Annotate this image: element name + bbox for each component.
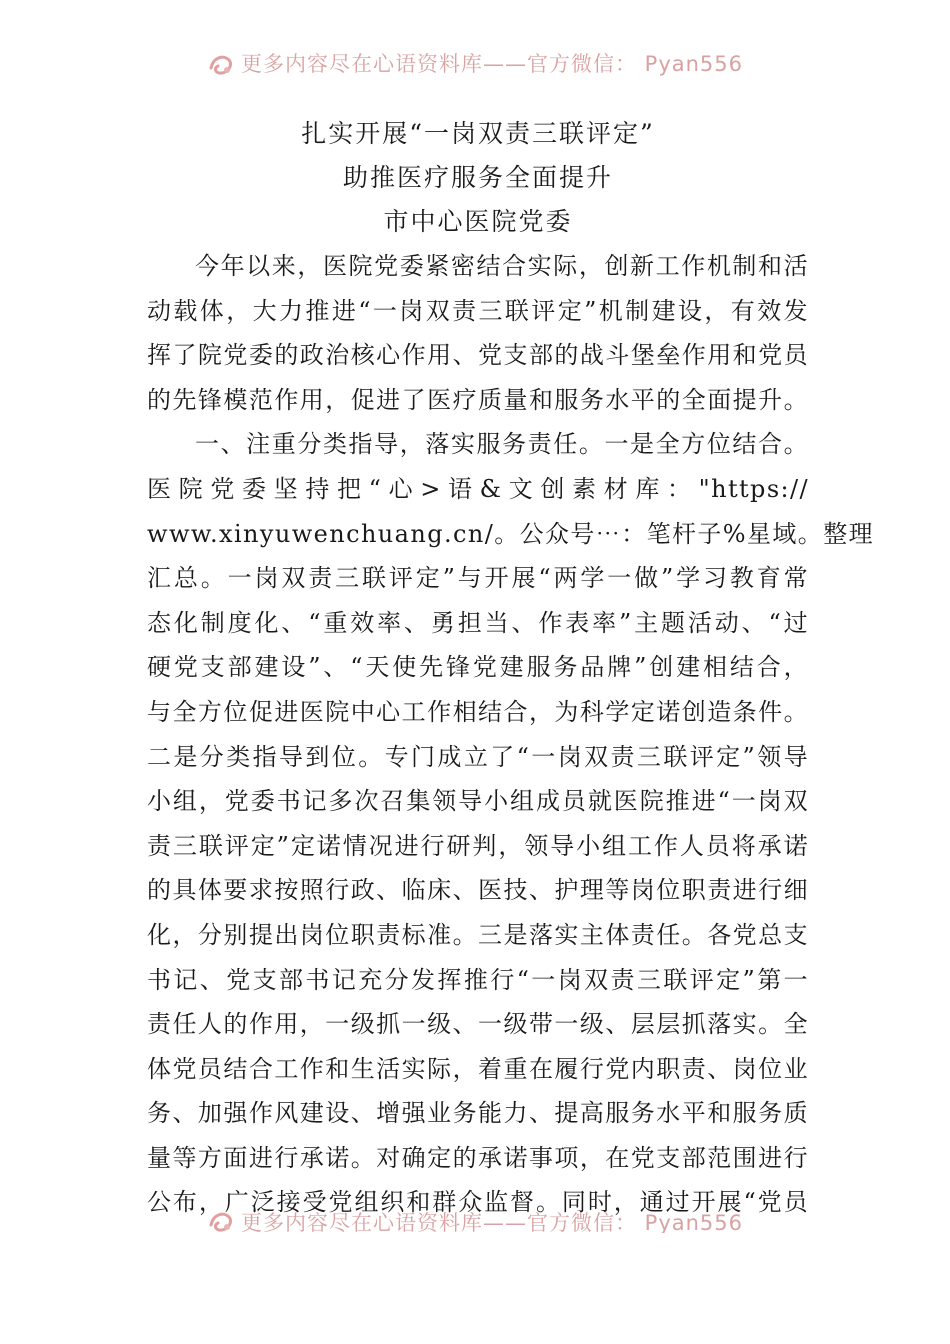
paragraph-section-1 — [147, 422, 874, 1225]
text-line: 量等方面进行承诺。对确定的承诺事项，在党支部范围进行 — [147, 1143, 809, 1172]
document-author: 市中心医院党委 — [383, 207, 573, 236]
document-title-line-1: 扎实开展“一岗双责三联评定” — [301, 119, 655, 148]
text-line: 体党员结合工作和生活实际，着重在履行党内职责、岗位业 — [147, 1054, 809, 1083]
text-line: 责任人的作用，一级抓一级、一级带一级、层层抓落实。全 — [147, 1010, 809, 1039]
text-line: 公布，广泛接受党组织和群众监督。同时，通过开展“党员 — [147, 1188, 809, 1217]
text-line: 二是分类指导到位。专门成立了“一岗双责三联评定”领导 — [147, 742, 809, 771]
text-line: 动载体，大力推进“一岗双责三联评定”机制建设，有效发 — [147, 296, 809, 325]
text-line: www.xinyuwenchuang.cn/。公众号⋯：笔杆子%星域。整理 — [147, 519, 874, 548]
text-line: 态化制度化、“重效率、勇担当、作表率”主题活动、“过 — [147, 608, 809, 637]
text-line: 务、加强作风建设、增强业务能力、提高服务水平和服务质 — [147, 1099, 809, 1128]
text-line: 化，分别提出岗位职责标准。三是落实主体责任。各党总支 — [147, 920, 809, 949]
watermark-text: 更多内容尽在心语资料库——官方微信： Pyan556 — [240, 52, 744, 76]
document-title-line-2: 助推医疗服务全面提升 — [342, 163, 613, 192]
text-line: 的具体要求按照行政、临床、医技、护理等岗位职责进行细 — [147, 876, 809, 905]
footer-watermark — [0, 1207, 950, 1233]
text-line: 挥了院党委的政治核心作用、党支部的战斗堡垒作用和党员 — [147, 341, 809, 370]
paragraph-intro — [147, 244, 809, 422]
watermark-logo-icon — [207, 52, 235, 78]
text-line: 小组，党委书记多次召集领导小组成员就医院推进“一岗双 — [147, 787, 809, 816]
header-watermark — [0, 52, 950, 78]
text-line: 责三联评定”定诺情况进行研判，领导小组工作人员将承诺 — [147, 831, 809, 860]
watermark-logo-icon — [207, 1207, 235, 1233]
text-line: 与全方位促进医院中心工作相结合，为科学定诺创造条件。 — [147, 697, 809, 726]
text-line: 汇总。一岗双责三联评定”与开展“两学一做”学习教育常 — [147, 564, 809, 593]
text-line: 医院党委坚持把“心>语&文创素材库："https:// — [147, 474, 809, 503]
text-line: 的先锋模范作用，促进了医疗质量和服务水平的全面提升。 — [147, 385, 809, 414]
text-line: 硬党支部建设”、“天使先锋党建服务品牌”创建相结合， — [147, 653, 809, 682]
watermark-text: 更多内容尽在心语资料库——官方微信： Pyan556 — [240, 1211, 744, 1233]
text-line: 书记、党支部书记充分发挥推行“一岗双责三联评定”第一 — [147, 965, 809, 994]
text-line: 今年以来，医院党委紧密结合实际，创新工作机制和活 — [195, 252, 809, 280]
document-body — [147, 112, 874, 1225]
text-line: 一、注重分类指导，落实服务责任。一是全方位结合。 — [195, 430, 809, 459]
